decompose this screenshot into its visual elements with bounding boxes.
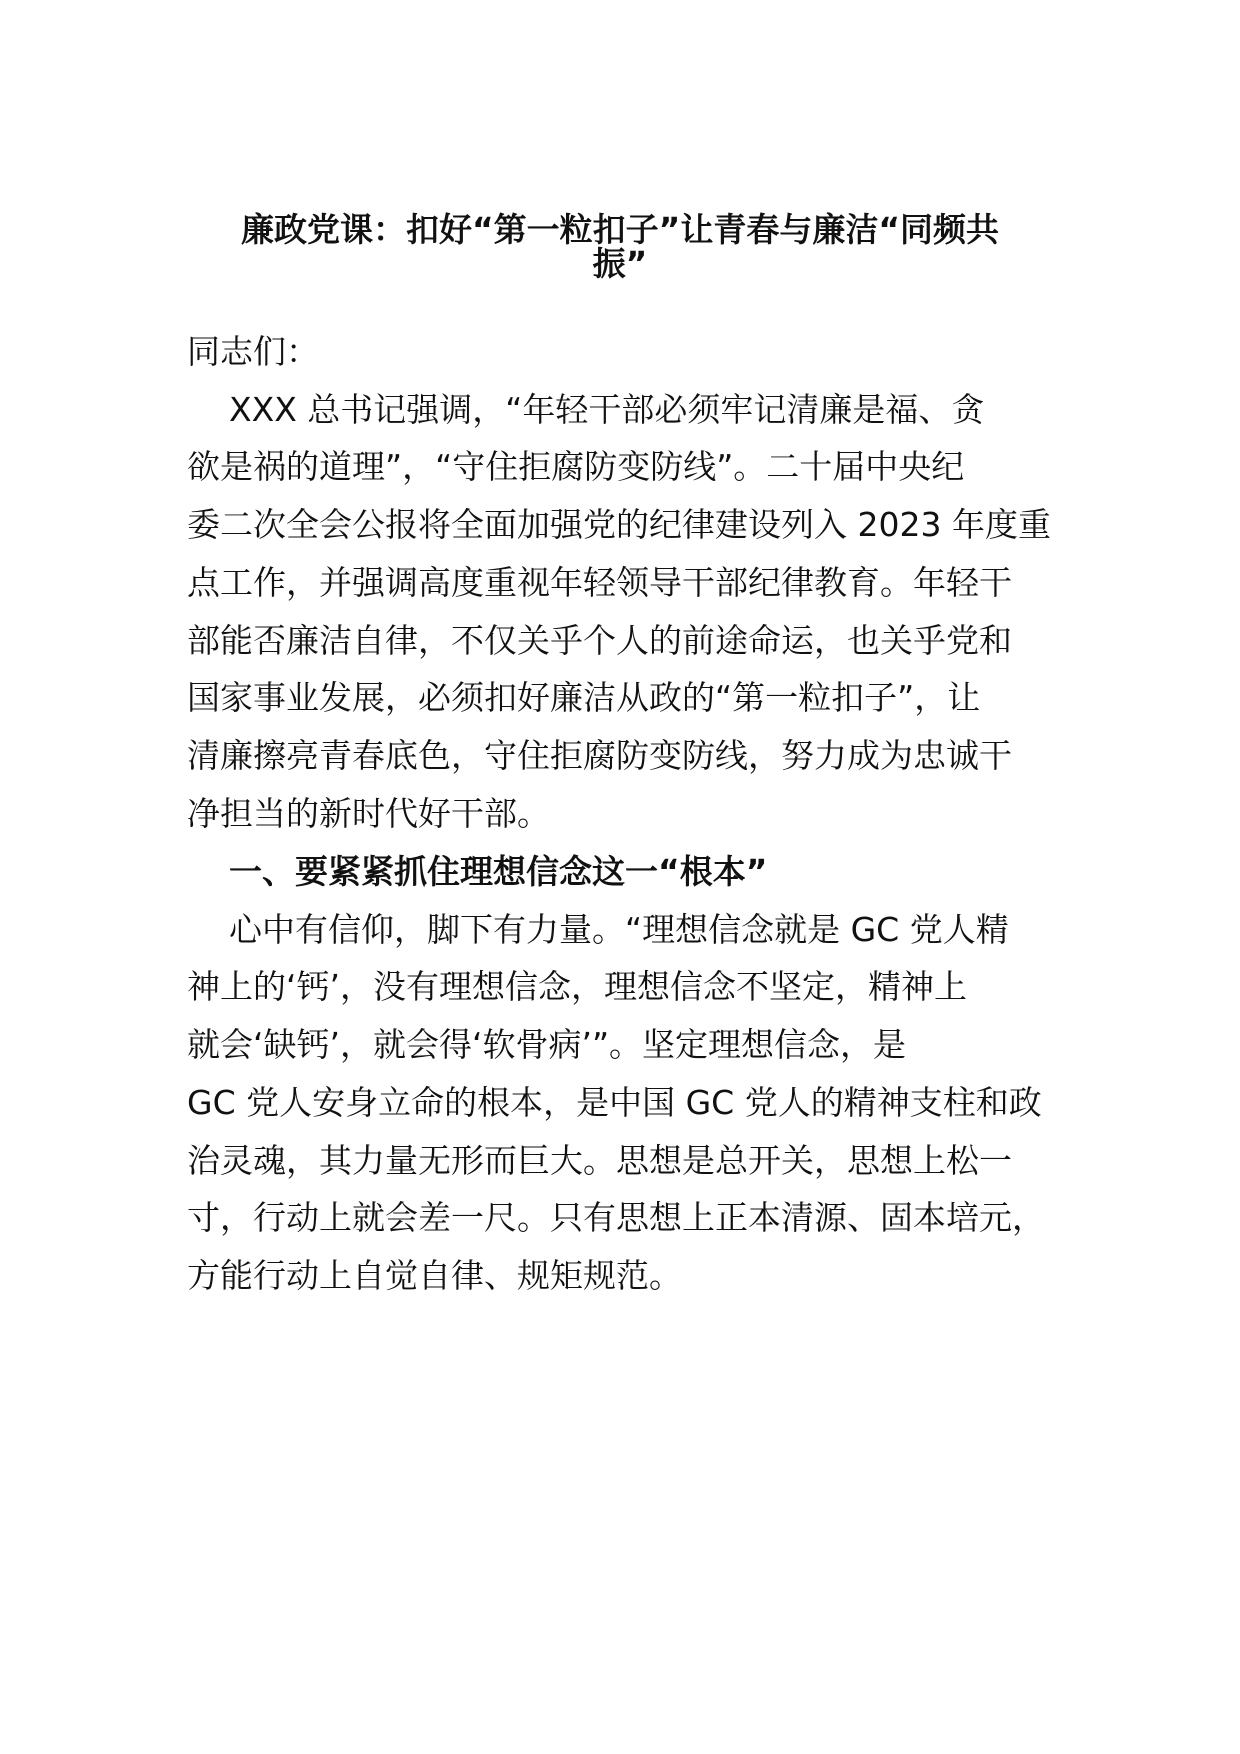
section-1-paragraph-line: GC 党人安身立命的根本，是中国 GC 党人的精神支柱和政	[187, 1083, 1042, 1122]
section-1-paragraph-line: 治灵魂，其力量无形而巨大。思想是总开关，思想上松一	[187, 1141, 1012, 1180]
intro-paragraph-line: 净担当的新时代好干部。	[187, 794, 550, 833]
intro-paragraph-line: 部能否廉洁自律，不仅关乎个人的前途命运，也关乎党和	[187, 621, 1012, 660]
section-1-paragraph-line: 就会‘缺钙’，就会得‘软骨病’”。坚定理想信念，是	[187, 1025, 907, 1064]
intro-paragraph-line: 清廉擦亮青春底色，守住拒腐防变防线，努力成为忠诚干	[187, 736, 1012, 775]
section-1-paragraph-line: 神上的‘钙’，没有理想信念，理想信念不坚定，精神上	[187, 967, 967, 1006]
greeting: 同志们：	[187, 332, 319, 371]
intro-paragraph-line: 委二次全会公报将全面加强党的纪律建设列入 2023 年度重	[187, 505, 1051, 544]
intro-paragraph-line: XXX 总书记强调，“年轻干部必须牢记清廉是福、贪	[229, 390, 985, 429]
section-1-paragraph-line: 心中有信仰，脚下有力量。“理想信念就是 GC 党人精	[229, 910, 1009, 949]
section-1-paragraph-line: 寸，行动上就会差一尺。只有思想上正本清源、固本培元，	[187, 1198, 1045, 1237]
intro-paragraph-line: 国家事业发展，必须扣好廉洁从政的“第一粒扣子”，让	[187, 678, 981, 717]
section-1-heading: 一、要紧紧抓住理想信念这一“根本”	[229, 852, 768, 891]
intro-paragraph-line: 点工作，并强调高度重视年轻领导干部纪律教育。年轻干	[187, 563, 1012, 602]
section-1-paragraph-line: 方能行动上自觉自律、规矩规范。	[187, 1256, 682, 1295]
document-title-line-2: 振”	[592, 244, 648, 283]
document-title-line-1: 廉政党课：扣好“第一粒扣子”让青春与廉洁“同频共	[240, 210, 1000, 249]
intro-paragraph-line: 欲是祸的道理”，“守住拒腐防变防线”。二十届中央纪	[187, 447, 965, 486]
